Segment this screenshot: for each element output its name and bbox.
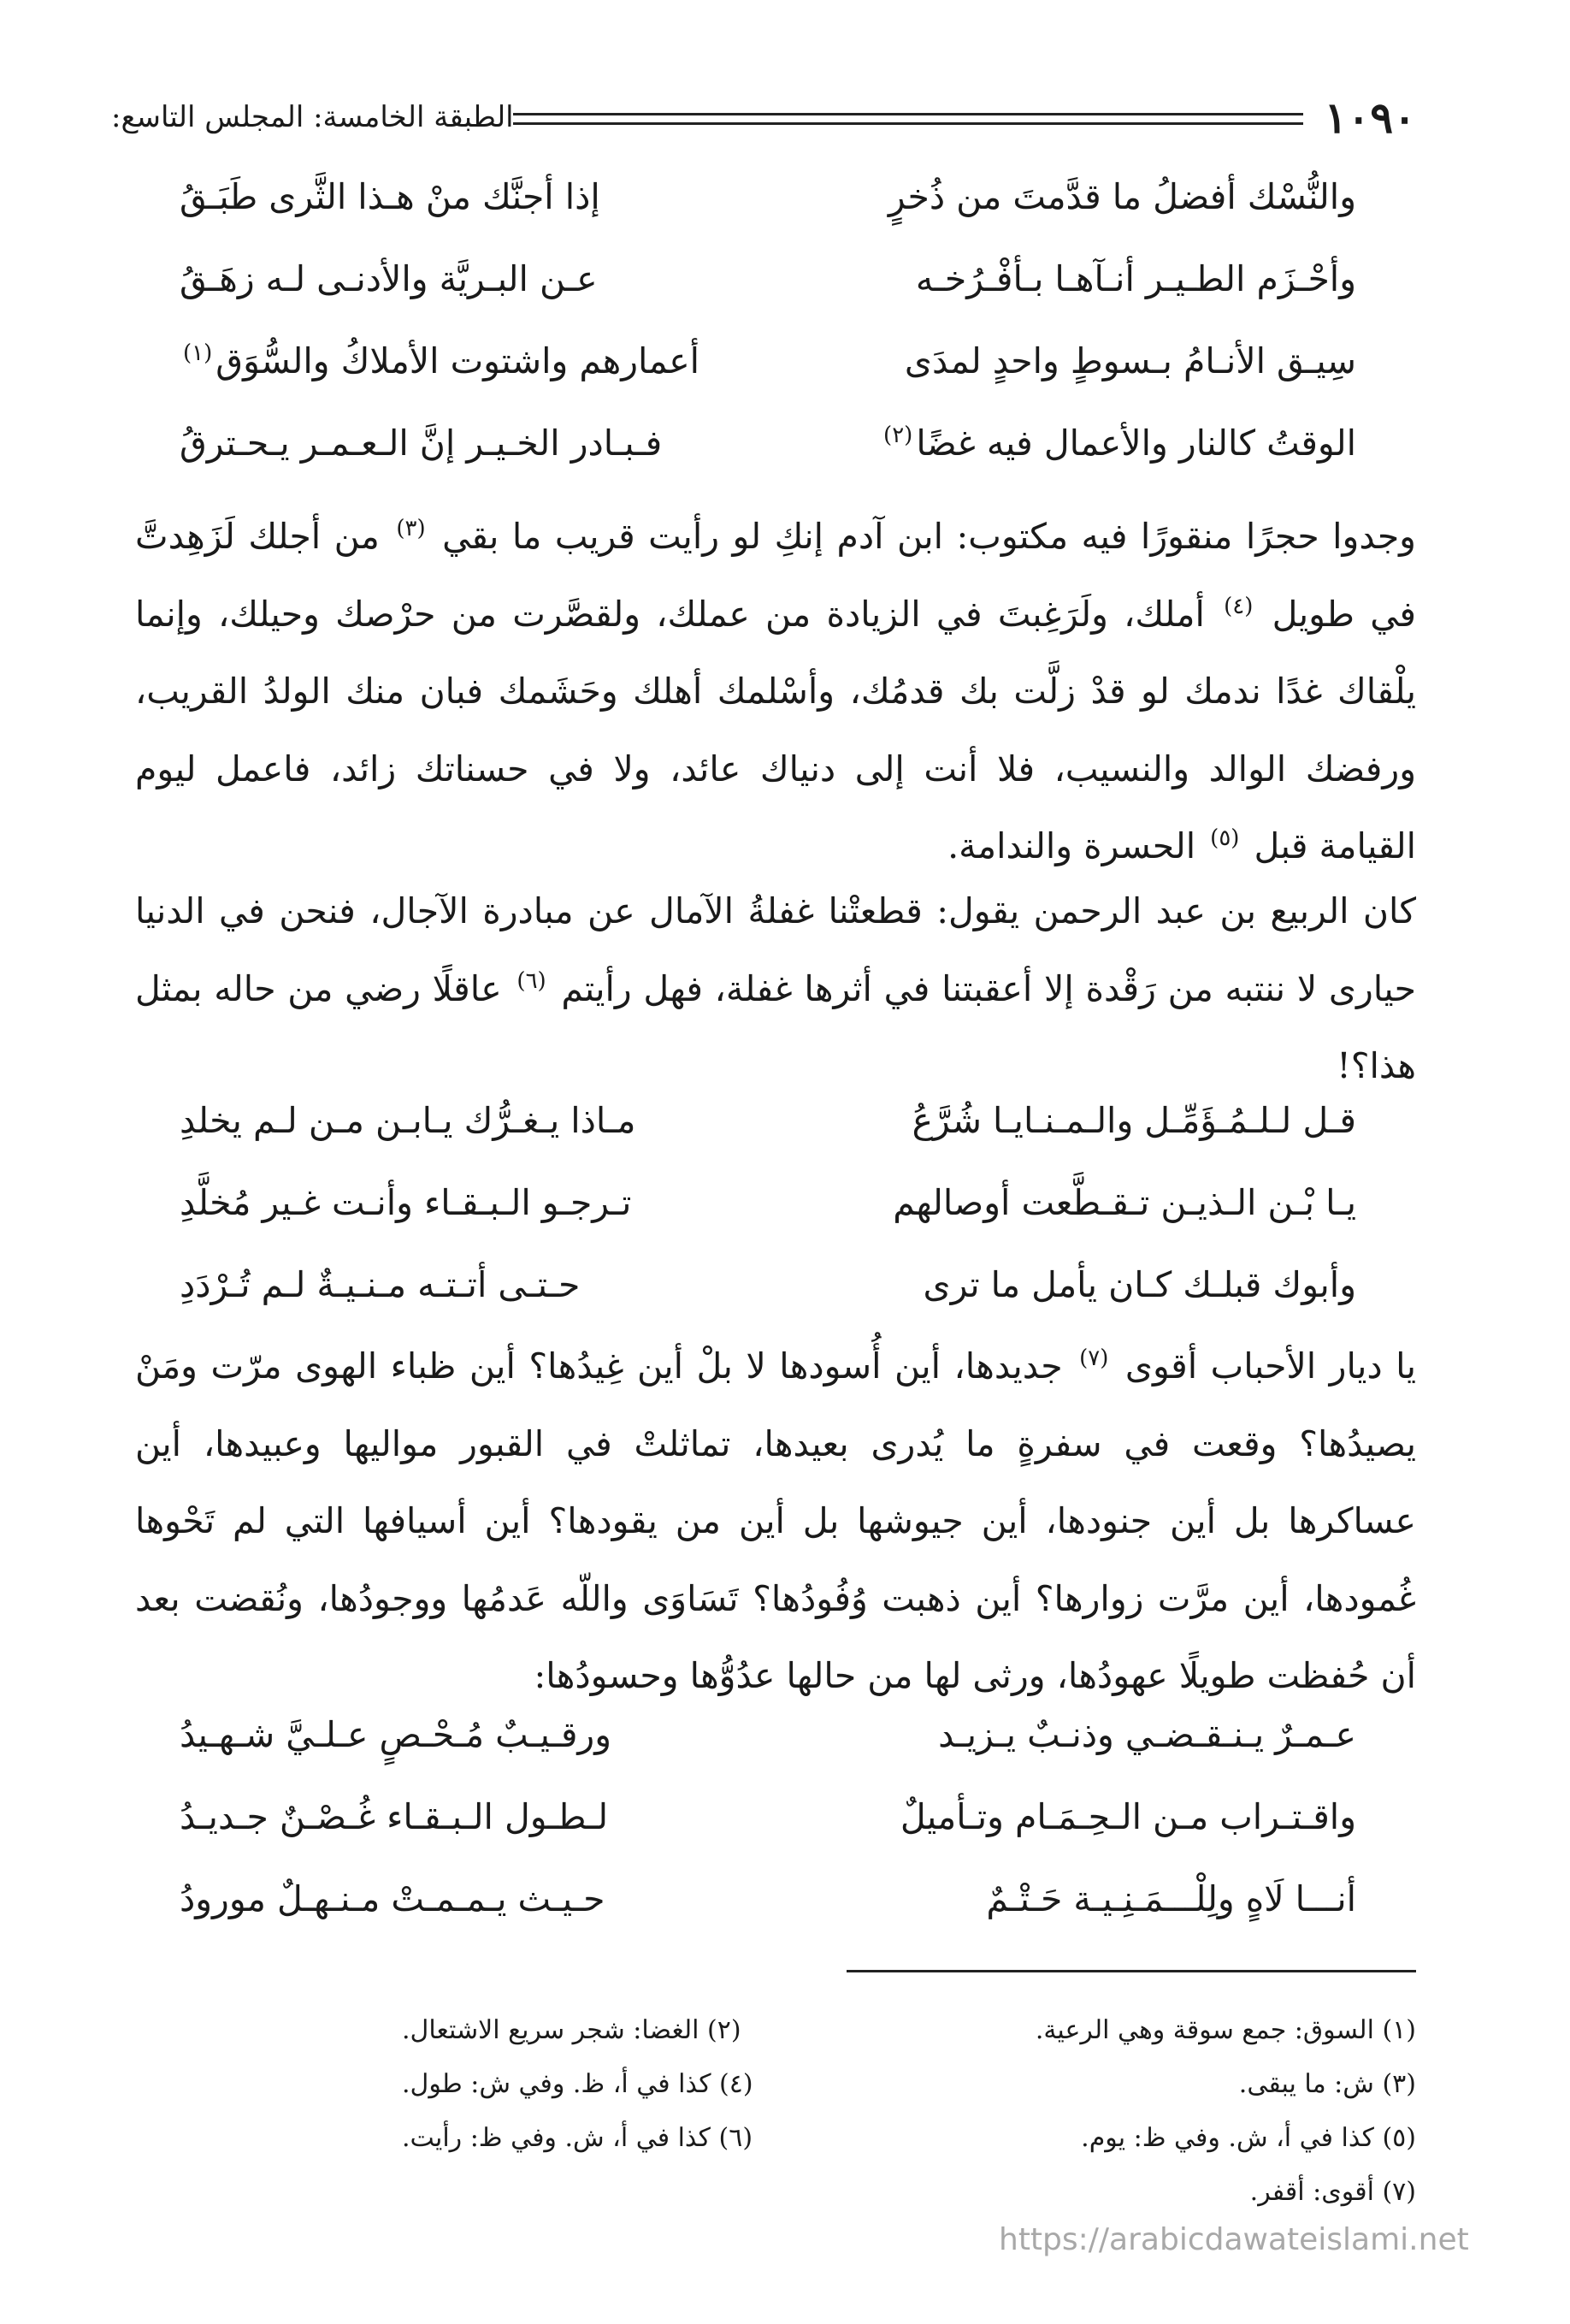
prose-text: وجدوا حجرًا منقورًا فيه مكتوب: ابن آدم إنكِ لو رأيت قريب ما بقي: [442, 516, 1416, 557]
footnote-row: [171, 2111, 1416, 2165]
verse-line: [180, 1079, 1356, 1162]
prose-text: من أجلك لَزَهِدتَّ في طويل: [135, 516, 1416, 635]
footnote-ref: (٧): [1079, 1345, 1109, 1372]
footnote-row: [171, 2003, 1416, 2057]
verse-first-hemistich: [880, 402, 1356, 484]
verse-first-hemistich: سِيـق الأنـامُ بـسوطٍ واحدٍ لمدَى: [904, 340, 1356, 381]
verse-first-hemistich: عـمـرٌ يـنـقـضـي وذنـبٌ يـزيـد: [938, 1714, 1356, 1755]
page-number: ١٠٩٠: [1324, 92, 1416, 143]
verse-line: [180, 402, 1356, 484]
footnote-ref: (٣): [396, 516, 426, 542]
prose-text: أملك، ولَرَغِبتَ في الزيادة من عملك، ولقصَّرت من حرْصك وحيلك، وإنما يلْقاك غدًا ندمك لو قدْ زلَّت بك قدمُك، وأسْلمك أهلك وحَشَمك فبان منك الولدُ القريب، ورفضك الوالد والنسيب، فلا أنت إلى دنياك عائد، ولا في حسناتك زائد، فاعمل ليوم القيامة قبل: [135, 593, 1416, 866]
verse-second-hemistich: تـرجـو الـبـقـاء وأنـت غـير مُخلَّدِ: [180, 1182, 632, 1223]
verse-text: الوقتُ كالنار والأعمال فيه غضًا: [916, 423, 1356, 464]
verse-first-hemistich: واقـتـراب مـن الـحِـمَـام وتـأميلٌ: [900, 1796, 1356, 1837]
verse-line: [180, 320, 1356, 402]
verse-line: [180, 1694, 1356, 1776]
footnote-ref: (٥): [1210, 825, 1240, 852]
footnote: (٣) ش: ما يبقى.: [1238, 2069, 1416, 2099]
verse-first-hemistich: أنـــا لَاهٍ ولِلْـــمَـنِـيـة حَـتْـمٌ: [986, 1878, 1356, 1919]
verse-second-hemistich: حـتـى أتـتـه مـنـيـةٌ لـم تُـرْدَدِ: [180, 1264, 581, 1305]
verse-second-hemistich: فـبـادر الخـيـر إنَّ الـعـمـر يـحـترقُ: [180, 423, 663, 464]
prose-paragraph-1: [135, 498, 1416, 885]
verse-line: [180, 238, 1356, 320]
prose-text: يا ديار الأحباب أقوى: [1124, 1345, 1416, 1387]
verse-line: [180, 1244, 1356, 1326]
footnote-row: [171, 2057, 1416, 2111]
poem-block-1: [180, 156, 1356, 484]
verse-first-hemistich: والنُّسْك أفضلُ ما قدَّمتَ من ذُخرٍ: [888, 176, 1356, 217]
verse-second-hemistich: مـاذا يـغـرُّك يـابـن مـن لـم يخلدِ: [180, 1100, 636, 1141]
footnote: (٧) أقوى: أقفر.: [1249, 2177, 1416, 2207]
page-header: [111, 92, 1416, 144]
footnote-ref: (٤): [1224, 593, 1254, 619]
verse-line: [180, 1858, 1356, 1940]
footnote: (٥) كذا في أ، ش. وفي ظ: يوم.: [1081, 2123, 1416, 2153]
prose-paragraph-2: [135, 872, 1416, 1105]
prose-text: جديدها، أين أُسودها لا بلْ أين غِيدُها؟ أين ظباء الهوى مرّت ومَنْ يصيدُها؟ وقعت في سفرةٍ ما يُدرى بعيدها، تماثلتْ في القبور مواليها وعبيدها، أين عساكرها بل أين جنودها، أين جيوشها بل أين من يقودها؟ أين أسيافها التي لم تَحْوها غُمودها، أين مرَّت زوارها؟ أين ذهبت وُفُودُها؟ تَسَاوَى واللّه عَدمُها ووجودُها، ونُقضت بعد أن حُفظت طويلًا عهودُها، ورثى لها من حالها عدُوُّها وحسودُها:: [135, 1345, 1416, 1696]
poem-block-3: [180, 1694, 1356, 1940]
verse-second-hemistich: ورقـيـبٌ مُـحْـصٍ عـلـيَّ شـهـيدُ: [180, 1714, 612, 1755]
poem-block-2: [180, 1079, 1356, 1326]
verse-second-hemistich: عـن البـريَّة والأدنـى لـه زهَـقُ: [180, 258, 598, 299]
verse-line: [180, 156, 1356, 238]
verse-line: [180, 1776, 1356, 1858]
prose-paragraph-3: [135, 1328, 1416, 1715]
footnote-row: [171, 2165, 1416, 2219]
footnote-ref: (١): [183, 340, 213, 367]
verse-first-hemistich: وأبوك قبلـك كـان يأمل ما ترى: [923, 1264, 1356, 1305]
verse-line: [180, 1162, 1356, 1244]
footnote: (٢) الغضا: شجر سريع الاشتعال.: [402, 2015, 741, 2045]
prose-text: الحسرة والندامة.: [947, 825, 1196, 866]
prose-text: عاقلًا رضي من حاله بمثل هذا؟!: [135, 967, 1416, 1086]
verse-second-hemistich: لـطـول الـبـقـاء غُـصْـنٌ جـديـدُ: [180, 1796, 609, 1837]
footnote: (٤) كذا في أ، ظ. وفي ش: طول.: [402, 2069, 753, 2099]
prose-text: كان الربيع بن عبد الرحمن يقول: قطعتْنا غفلةُ الآمال عن مبادرة الآجال، فنحن في الدنيا حيارى لا ننتبه من رَقْدة إلا أعقبتنا في أثرها غفلة، فهل رأيتم: [135, 890, 1416, 1009]
footnote-ref: (٢): [883, 423, 913, 449]
verse-first-hemistich: وأحْـزَم الطـيـر أنـآهـا بـأفْـرُخـه: [915, 258, 1356, 299]
verse-text: أعمارهم واشتوت الأملاكُ والسُّوَق: [215, 340, 700, 381]
footnote: (١) السوق: جمع سوقة وهي الرعية.: [1035, 2015, 1416, 2045]
verse-first-hemistich: يـا بْـن الـذيـن تـقـطَّعت أوصالهم: [893, 1182, 1356, 1223]
verse-second-hemistich: إذا أجنَّك منْ هـذا الثَّرى طَبَـقُ: [180, 176, 600, 217]
watermark-url: https://arabicdawateislami.net: [999, 2222, 1469, 2257]
footnote: (٦) كذا في أ، ش. وفي ظ: رأيت.: [402, 2123, 753, 2153]
verse-second-hemistich: حـيـث يـمـمـتْ مـنـهـلٌ مورودُ: [180, 1878, 605, 1919]
header-double-rule: [513, 113, 1303, 125]
footnote-separator: [847, 1970, 1416, 1972]
verse-second-hemistich: [180, 320, 699, 402]
footnote-ref: (٦): [516, 967, 546, 994]
footnotes: [171, 2003, 1416, 2219]
running-head: الطبقة الخامسة: المجلس التاسع:: [111, 100, 514, 134]
verse-first-hemistich: قـل لـلـمُـؤَمِّـل والـمـنـايـا شُرَّعُ: [912, 1100, 1356, 1141]
